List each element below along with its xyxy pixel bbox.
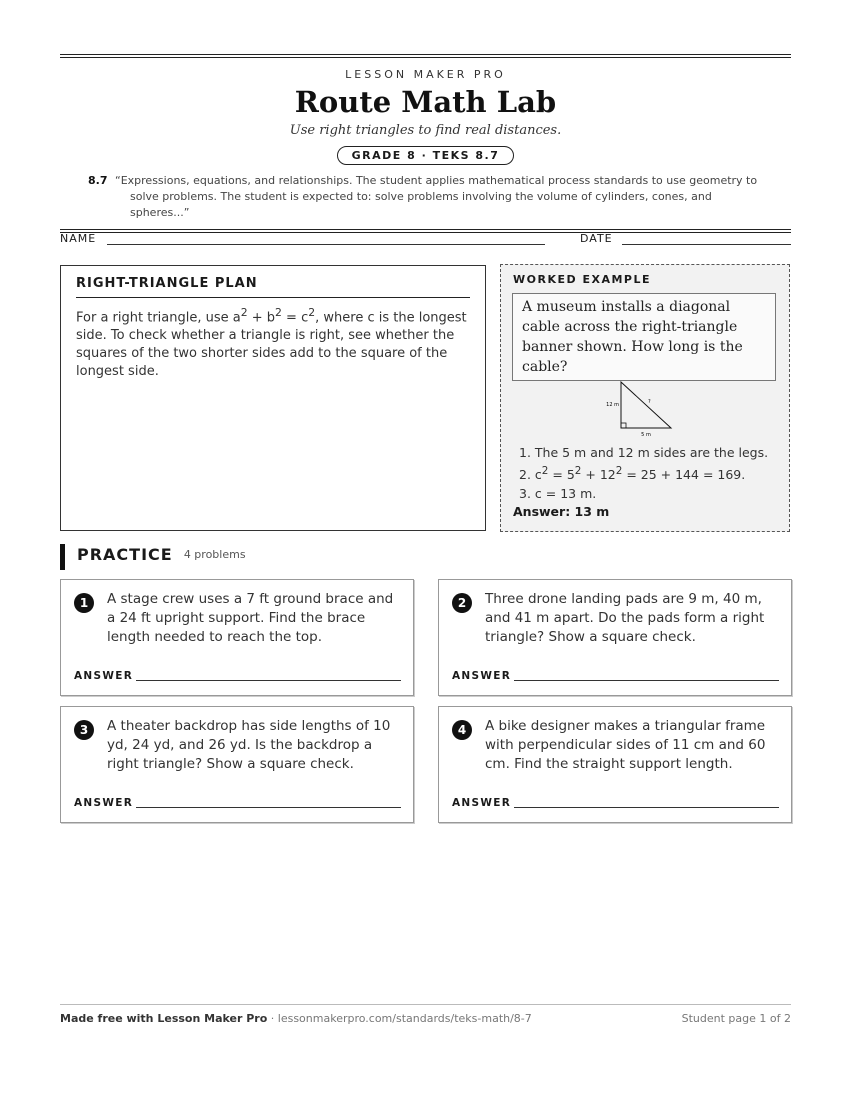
- standard-description: [60, 173, 791, 221]
- problem-card-3: [60, 706, 414, 823]
- page-title: Route Math Lab: [294, 85, 557, 119]
- worked-example-prompt: A museum installs a diagonal cable across the right-triangle banner shown. How long is the cable?: [512, 293, 776, 381]
- answer-field[interactable]: [514, 680, 779, 681]
- date-field[interactable]: [622, 244, 791, 245]
- top-rule: [60, 54, 791, 58]
- practice-count: 4 problems: [183, 548, 246, 561]
- standard-text: “Expressions, equations, and relationships. The student applies mathematical process standards to use geometry to solve problems. The student is expected to: solve problems involving the volume of cylinders, cones, and spheres...”: [115, 174, 758, 219]
- answer-field[interactable]: [136, 680, 401, 681]
- grade-badge: GRADE 8 · TEKS 8.7: [337, 146, 515, 165]
- name-field[interactable]: [107, 244, 545, 245]
- date-label: DATE: [580, 232, 613, 245]
- plan-title: RIGHT-TRIANGLE PLAN: [76, 276, 470, 298]
- plan-text: For a right triangle, use $a^2 + b^2 = c^2$, where c is the longest side. To check whether a triangle is right, see whether the squares of the two shorter sides add to the square of the longest side.: [76, 306, 467, 380]
- step-3: 3. c = 13 m.: [519, 486, 597, 502]
- brand-name: LESSON MAKER PRO: [345, 68, 506, 81]
- worked-steps: [519, 443, 768, 503]
- plan-text-end: , where c is the longest side. To check whether a triangle is right, see whether the squares of the two shorter sides add to the square of the longest side.: [76, 310, 467, 380]
- worked-example-box: [500, 264, 790, 532]
- name-label: NAME: [60, 232, 97, 245]
- answer-field[interactable]: [514, 807, 779, 808]
- problem-card-2: [438, 579, 792, 696]
- footer-made: Made free with Lesson Maker Pro: [60, 1012, 268, 1025]
- problem-text: A theater backdrop has side lengths of 10 yd, 24 yd, and 26 yd. Is the backdrop a right triangle? Show a square check.: [107, 718, 391, 772]
- plan-text-start: For a right triangle, use a: [76, 310, 241, 326]
- problem-card-4: [438, 706, 792, 823]
- footer-page-number: Student page 1 of 2: [681, 1012, 791, 1025]
- problem-text: A bike designer makes a triangular frame with perpendicular sides of 11 cm and 60 cm. Find the straight support length.: [485, 718, 766, 772]
- problem-number: 4: [452, 720, 472, 740]
- hypotenuse-label: ?: [648, 399, 651, 405]
- problem-number: 1: [74, 593, 94, 613]
- standard-code: 8.7: [88, 174, 108, 187]
- problem-text: A stage crew uses a 7 ft ground brace and a 24 ft upright support. Find the brace length needed to reach the top.: [107, 591, 394, 645]
- right-triangle-diagram: [601, 378, 681, 440]
- triangle-shape: [621, 382, 671, 428]
- page-footer: [60, 1004, 791, 1025]
- problem-number: 3: [74, 720, 94, 740]
- answer-label: ANSWER: [452, 797, 512, 809]
- horizontal-side-label: 5 m: [641, 432, 651, 438]
- header-bottom-rule: [60, 229, 791, 233]
- practice-heading: [60, 544, 246, 570]
- step-1: 1. The 5 m and 12 m sides are the legs.: [519, 445, 769, 460]
- problem-card-1: [60, 579, 414, 696]
- answer-label: ANSWER: [74, 797, 134, 809]
- answer-label: ANSWER: [452, 670, 512, 682]
- step-2: 2. $c^2 = 5^2 + 12^2 = 25 + 144 = 169$.: [519, 465, 746, 483]
- vertical-side-label: 12 m: [606, 402, 619, 408]
- problem-number: 2: [452, 593, 472, 613]
- footer-url[interactable]: · lessonmakerpro.com/standards/teks-math/8-7: [270, 1012, 532, 1025]
- worksheet-page: [60, 54, 791, 1025]
- worked-example-title: WORKED EXAMPLE: [513, 273, 651, 286]
- right-triangle-plan-box: [60, 265, 486, 531]
- answer-field[interactable]: [136, 807, 401, 808]
- problem-text: Three drone landing pads are 9 m, 40 m, and 41 m apart. Do the pads form a right triangle? Show a square check.: [485, 591, 765, 645]
- right-angle-marker: [621, 423, 626, 428]
- worked-answer: Answer: 13 m: [513, 504, 610, 519]
- page-subtitle: Use right triangles to find real distances.: [289, 123, 562, 138]
- answer-label: ANSWER: [74, 670, 134, 682]
- practice-title: PRACTICE: [77, 545, 173, 564]
